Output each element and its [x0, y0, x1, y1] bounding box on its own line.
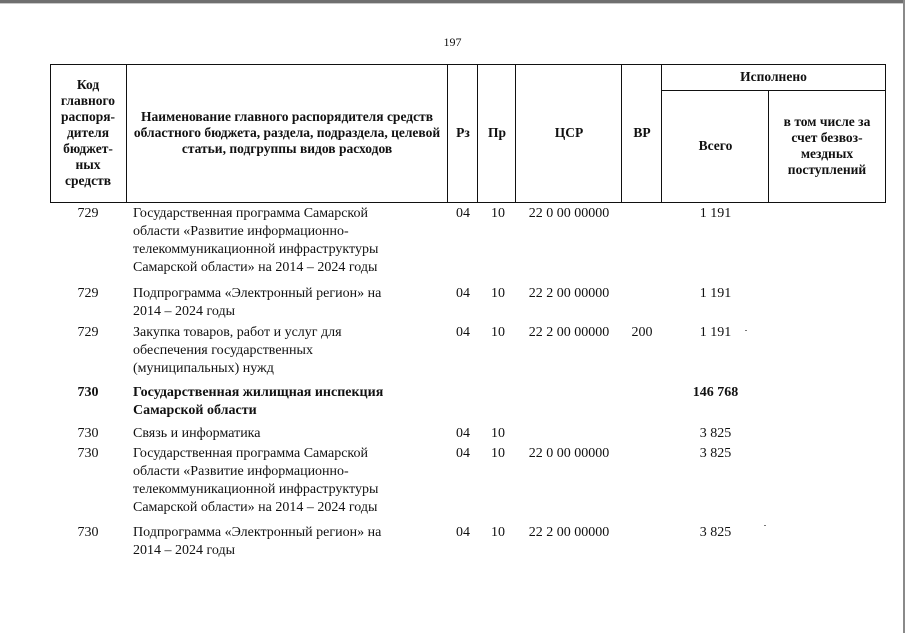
- cell-name: Подпрограмма «Электронный регион» на 2014 – 2024 годы: [133, 286, 382, 319]
- scan-border-shadow: [0, 3, 905, 4]
- cell-pr: 10: [491, 525, 505, 540]
- header-rz: Рз: [456, 125, 470, 140]
- cell-name: Подпрограмма «Электронный регион» на 2014 – 2024 годы: [133, 525, 382, 558]
- cell-name: Закупка товаров, работ и услуг для обеспечения государственных (муниципальных) нужд: [133, 325, 342, 376]
- header-top-border: [50, 64, 886, 65]
- header-pr: Пр: [487, 125, 506, 140]
- cell-pr: 10: [491, 325, 505, 340]
- page-number: 197: [443, 35, 462, 49]
- cell-csr: 22 0 00 00000: [528, 446, 610, 461]
- cell-code: 730: [77, 426, 99, 441]
- header-bottom-border: [50, 202, 886, 203]
- cell-code: 730: [77, 385, 99, 400]
- cell-code: 729: [77, 325, 99, 340]
- cell-csr: 22 2 00 00000: [528, 525, 610, 540]
- cell-rz: 04: [456, 286, 470, 301]
- header-code: Код главного распоря-дителя бюджет-ных средств: [60, 77, 116, 188]
- cell-csr: 22 0 00 00000: [528, 206, 610, 221]
- header-vr: ВР: [633, 125, 651, 140]
- cell-csr: 22 2 00 00000: [528, 286, 610, 301]
- cell-rz: 04: [456, 206, 470, 221]
- cell-code: 729: [77, 206, 99, 221]
- cell-pr: 10: [491, 206, 505, 221]
- cell-code: 730: [77, 446, 99, 461]
- header-total: Всего: [698, 138, 733, 153]
- header-divider: [621, 64, 622, 203]
- cell-name: Связь и информатика: [133, 426, 261, 441]
- header-name: Наименование главного распорядителя средств областного бюджета, раздела, подраздела, целевой статьи, подгруппы видов расходов: [133, 109, 441, 156]
- cell-vr: 200: [631, 325, 653, 340]
- header-executed: Исполнено: [740, 69, 807, 84]
- cell-rz: 04: [456, 446, 470, 461]
- cell-name: Государственная жилищная инспекция Самарской области: [133, 385, 384, 418]
- cell-rz: 04: [456, 525, 470, 540]
- cell-csr: 22 2 00 00000: [528, 325, 610, 340]
- header-divider: [661, 64, 662, 203]
- cell-total: 3 825: [699, 426, 732, 441]
- cell-name: Государственная программа Самарской области «Развитие информационно- телекоммуникационной инфраструктуры Самарской области» на 2014 – 2024 годы: [133, 206, 379, 275]
- header-divider: [885, 64, 886, 203]
- header-divider: [515, 64, 516, 203]
- cell-total: 3 825: [699, 525, 732, 540]
- cell-rz: 04: [456, 325, 470, 340]
- header-divider: [768, 90, 769, 203]
- header-divider: [50, 64, 51, 203]
- header-divider: [447, 64, 448, 203]
- cell-total: 1 191: [699, 206, 732, 221]
- cell-pr: 10: [491, 446, 505, 461]
- cell-pr: 10: [491, 286, 505, 301]
- cell-code: 730: [77, 525, 99, 540]
- cell-total: 1 191: [699, 325, 732, 340]
- cell-total: 146 768: [692, 385, 739, 400]
- header-free: в том числе за счет безвоз-мездных поступлений: [783, 114, 871, 177]
- cell-total: 1 191: [699, 286, 732, 301]
- cell-pr: 10: [491, 426, 505, 441]
- cell-total: 3 825: [699, 446, 732, 461]
- cell-name: Государственная программа Самарской области «Развитие информационно- телекоммуникационной инфраструктуры Самарской области» на 2014 – 2024 годы: [133, 446, 379, 515]
- header-csr: ЦСР: [554, 125, 584, 140]
- cell-code: 729: [77, 286, 99, 301]
- scan-speck: [764, 525, 766, 526]
- header-mid-border: [662, 90, 886, 91]
- header-divider: [126, 64, 127, 203]
- scan-speck: [745, 330, 747, 331]
- cell-rz: 04: [456, 426, 470, 441]
- header-divider: [477, 64, 478, 203]
